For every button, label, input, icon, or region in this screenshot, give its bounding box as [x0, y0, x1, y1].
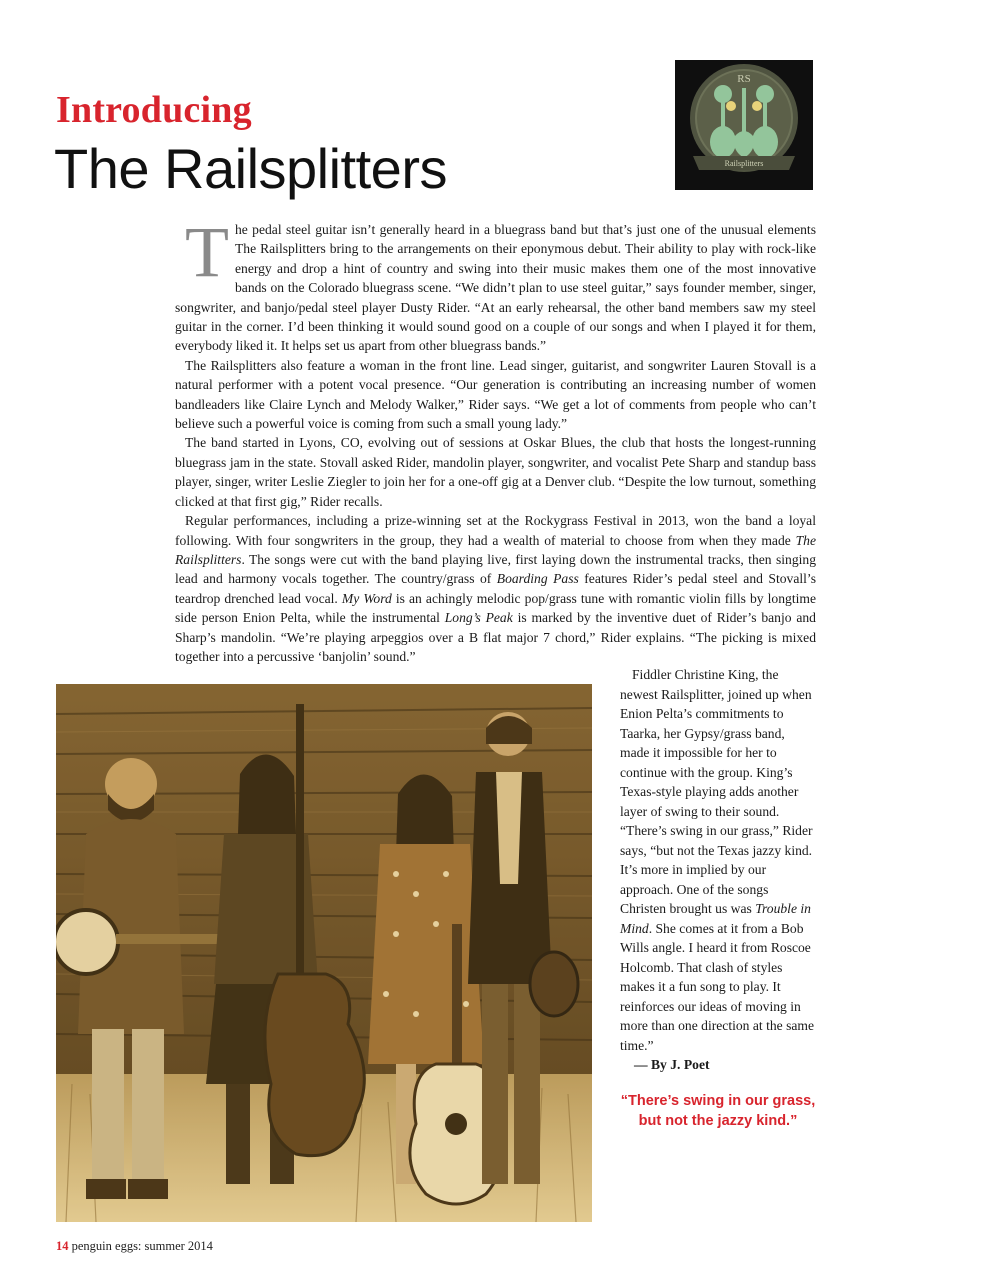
logo-monogram: RS [737, 73, 751, 85]
logo-caption: Railsplitters [724, 159, 764, 168]
album-title: The Railsplitters [175, 532, 816, 567]
page-number: 14 [56, 1239, 69, 1253]
song-title: My Word [341, 590, 392, 606]
page-footer [56, 1239, 213, 1254]
article-body [175, 212, 816, 666]
publication-info: penguin eggs: summer 2014 [71, 1239, 213, 1253]
band-photo [56, 684, 592, 1222]
article-title: The Railsplitters [54, 137, 447, 200]
drop-cap: T [185, 212, 229, 292]
song-title: Boarding Pass [496, 571, 579, 587]
sidebar-column [620, 665, 816, 1075]
paragraph-5: Fiddler Christine King, the newest Railsplitter, joined up when Enion Pelta’s commitments to Taarka, her Gypsy/grass band, made it impossible for her to continue with the group. King’s Texas-style playing adds another layer of swing to their sound. “There’s swing in our grass,” Rider says, “but not the Texas jazzy kind. It’s more in implied by our approach. One of the songs Christen brought us was Trouble in Mind. She comes at it from a Bob Wills angle. I heard it from Roscoe Holcomb. That clash of styles makes it a fun song to play. It reinforces our ideas of moving in more than one direction at the same time.” [620, 667, 815, 1053]
paragraph-2: The Railsplitters also feature a woman in the front line. Lead singer, guitarist, and songwriter Lauren Stovall is a natural performer with a potent vocal presence. “Our generation is contributing an increasing number of women bandleaders like Claire Lynch and Melody Walker,” Rider says. “We get a lot of comments from people who can’t believe such a powerful voice is coming from such a small young lady.” [175, 357, 816, 432]
byline: — By J. Poet [634, 1057, 710, 1072]
paragraph-1: The pedal steel guitar isn’t generally heard in a bluegrass band but that’s just one of the unusual elements The Railsplitters bring to the arrangements on their eponymous debut. Their ability to play with rock-like energy and drop a hint of country and swing into their music makes them one of the most innovative bands on the Colorado bluegrass scene. “We didn’t plan to use steel guitar,” says founder member, singer, songwriter, and banjo/pedal steel player Dusty Rider. “At an early rehearsal, the other band members saw my steel guitar in the corner. I’d been thinking it would sound good on a couple of our songs and when I played it for them, everybody liked it. It helps set us apart from other bluegrass bands.” [175, 212, 816, 354]
band-logo [675, 60, 813, 190]
song-title: Long’s Peak [444, 610, 513, 626]
pull-quote: “There’s swing in our grass, but not the jazzy kind.” [620, 1093, 816, 1129]
song-title: Trouble in Mind [620, 901, 811, 936]
section-kicker: Introducing [56, 89, 252, 131]
paragraph-4: Regular performances, including a prize-winning set at the Rockygrass Festival in 2013, won the band a loyal following. With four songwriters in the group, they had a wealth of material to choose from when they made The Railsplitters. The songs were cut with the band playing live, first laying down the instrumental tracks, then singing lead and harmony vocals together. The country/grass of Boarding Pass features Rider’s pedal steel and Stovall’s teardrop drenched lead vocal. My Word is an achingly melodic pop/grass tune with romantic violin fills by longtime side person Enion Pelta, while the instrumental Long’s Peak is marked by the inventive duet of Rider’s banjo and Sharp’s mandolin. “We’re playing arpeggios over a B flat major 7 chord,” Rider explains. “The picking is mixed together into a percussive ‘banjolin’ sound.” [175, 513, 816, 664]
paragraph-3: The band started in Lyons, CO, evolving out of sessions at Oskar Blues, the club that hosts the longest-running bluegrass jam in the state. Stovall asked Rider, mandolin player, songwriter, and vocalist Pete Sharp and standup bass player, singer, writer Leslie Ziegler to join her for a one-off gig at a Denver club. “Despite the low turnout, something clicked at that first gig,” Rider recalls. [175, 435, 816, 509]
